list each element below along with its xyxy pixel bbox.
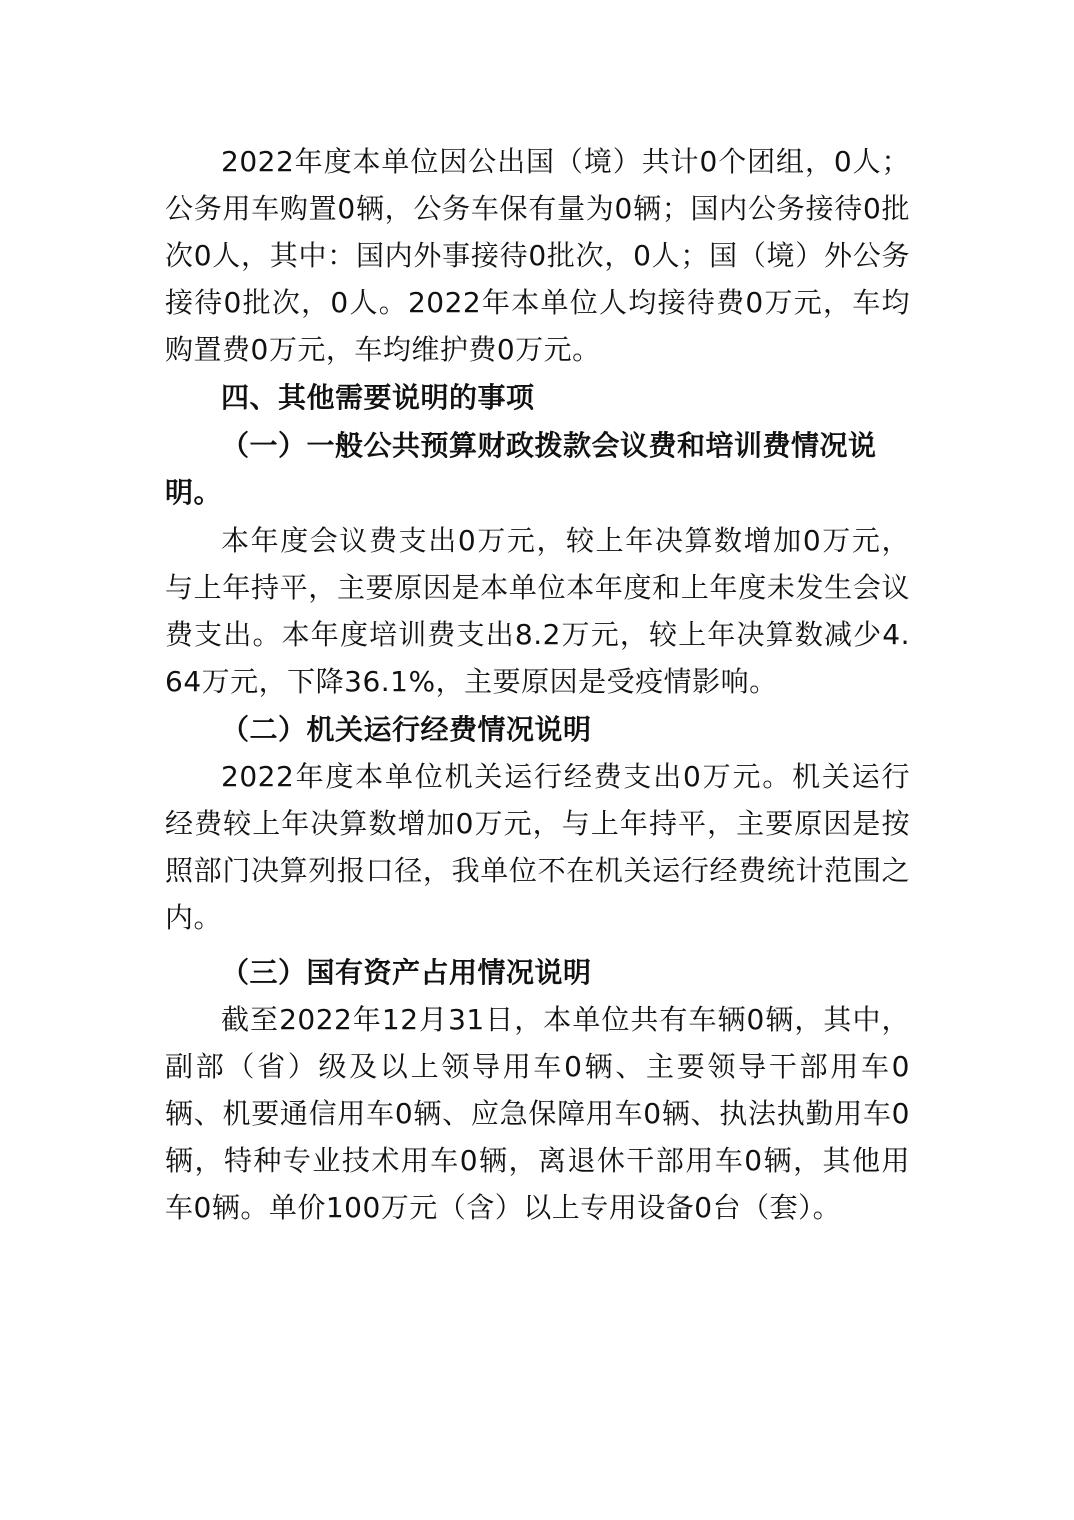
document-body	[165, 138, 910, 1231]
subheading-meeting-training-fees: （一）一般公共预算财政拨款会议费和培训费情况说明。	[165, 429, 877, 509]
paragraph-operating-expenses: 2022年度本单位机关运行经费支出0万元。机关运行经费较上年决算数增加0万元，与上年持平，主要原因是按照部门决算列报口径，我单位不在机关运行经费统计范围之内。	[165, 760, 910, 934]
subheading-state-assets: （三）国有资产占用情况说明	[221, 956, 592, 989]
paragraph-meeting-training-fees: 本年度会议费支出0万元，较上年决算数增加0万元，与上年持平，主要原因是本单位本年度和上年度未发生会议费支出。本年度培训费支出8.2万元，较上年决算数减少4.64万元，下降36.1%，主要原因是受疫情影响。	[165, 524, 910, 698]
section-heading-other-matters: 四、其他需要说明的事项	[221, 381, 535, 414]
subheading-operating-expenses: （二）机关运行经费情况说明	[221, 713, 592, 746]
paragraph-state-assets: 截至2022年12月31日，本单位共有车辆0辆，其中，副部（省）级及以上领导用车0辆、主要领导干部用车0辆、机要通信用车0辆、应急保障用车0辆、执法执勤用车0辆，特种专业技术用车0辆，离退休干部用车0辆，其他用车0辆。单价100万元（含）以上专用设备0台（套）。	[165, 1003, 910, 1224]
paragraph-foreign-travel-vehicles-reception: 2022年度本单位因公出国（境）共计0个团组，0人；公务用车购置0辆，公务车保有量为0辆；国内公务接待0批次0人，其中：国内外事接待0批次，0人；国（境）外公务接待0批次，0人。2022年本单位人均接待费0万元，车均购置费0万元，车均维护费0万元。	[165, 145, 910, 366]
